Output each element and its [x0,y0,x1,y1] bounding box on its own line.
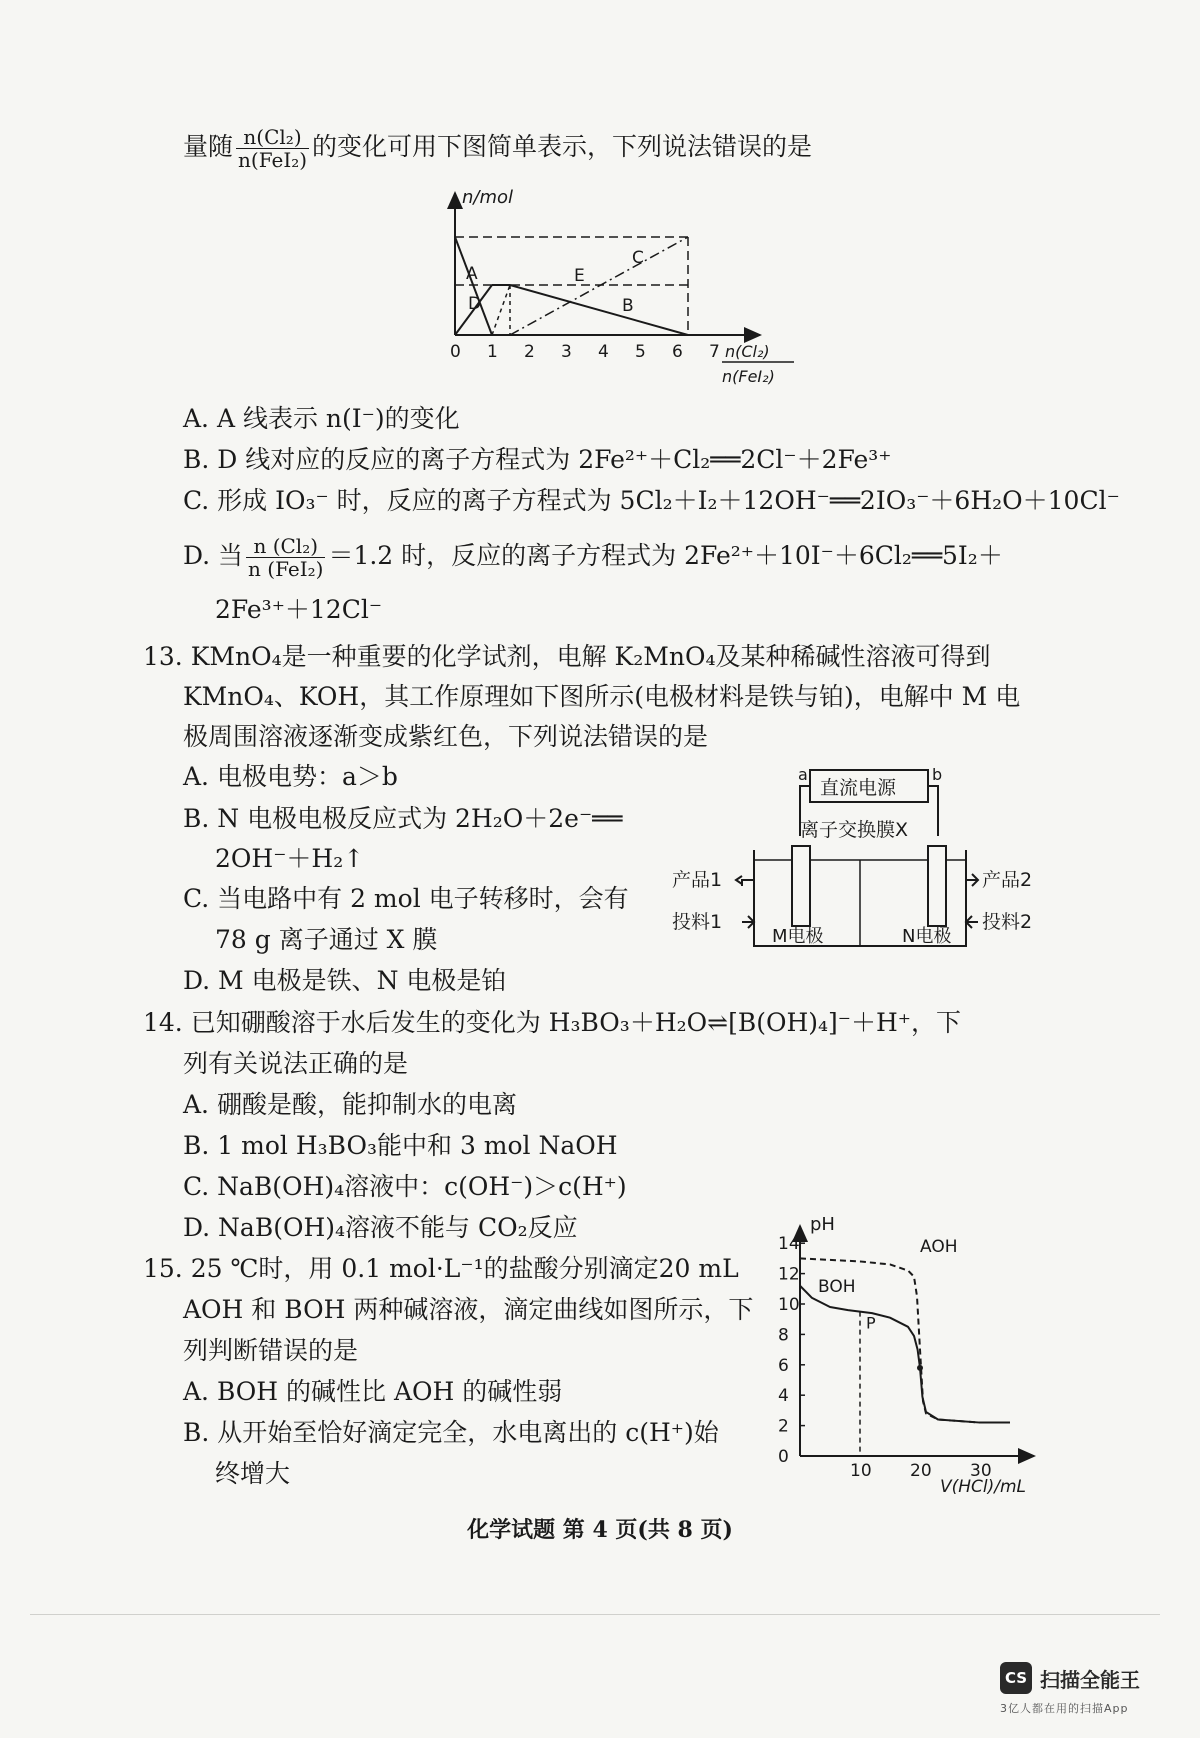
q15-stem-line-1: 15. 25 ℃时，用 0.1 mol·L⁻¹的盐酸分别滴定20 mL [143,1254,739,1283]
q12-xtick-3: 3 [561,342,572,362]
q15-xtick-10: 10 [850,1461,872,1481]
product1-label: 产品1 [672,869,723,891]
page-footer: 化学试题 第 4 页(共 8 页) [467,1517,733,1543]
q13-stem-line-3: 极周围溶液逐渐变成紫红色，下列说法错误的是 [183,722,709,751]
q15-option-b-2: 终增大 [215,1459,291,1488]
terminal-b-label: b [932,765,943,784]
q12-xtick-0: 0 [450,342,461,362]
q15-xtick-30: 30 [970,1461,992,1481]
q15-ytick-12: 12 [778,1264,800,1285]
feed1-label: 投料1 [672,911,723,933]
q13-option-d: D. M 电极是铁、N 电极是铂 [183,966,507,995]
q12-d-frac-den: n (FeI₂) [248,557,324,581]
q12-label-e: E [574,266,585,286]
electrode-n [928,846,946,926]
q12-option-b: B. D 线对应的反应的离子方程式为 2Fe²⁺＋Cl₂══2Cl⁻＋2Fe³⁺ [183,445,892,474]
scanner-watermark [1000,1662,1170,1718]
q12-option-d [183,535,1003,580]
q12-option-c: C. 形成 IO₃⁻ 时，反应的离子方程式为 5Cl₂＋I₂＋12OH⁻══2IO₃⁻＋6H₂O＋10Cl⁻ [183,486,1120,515]
q14-stem-line-1: 14. 已知硼酸溶于水后发生的变化为 H₃BO₃＋H₂O⇌[B(OH)₄]⁻＋H⁺，下 [143,1008,961,1037]
q12-line-c [510,237,688,335]
q12-xtick-7: 7 [709,342,720,362]
q14-stem-line-2: 列有关说法正确的是 [183,1049,409,1078]
q13-option-b-1: B. N 电极电极反应式为 2H₂O＋2e⁻══ [183,804,623,833]
port-product2 [966,874,978,886]
q12-xtick-6: 6 [672,342,683,362]
q15-ytick-6: 6 [778,1355,789,1376]
q12-option-a: A. A 线表示 n(I⁻)的变化 [183,404,460,433]
q15-titration-chart [770,1212,1060,1497]
q12-xtick-1: 1 [487,342,498,362]
q15-series-label-aoh: AOH [920,1236,958,1257]
feed2-label: 投料2 [982,911,1033,933]
q15-series-label-boh: BOH [818,1276,856,1297]
terminal-a-label: a [798,765,808,784]
product2-label: 产品2 [982,869,1033,891]
scan-divider [30,1614,1160,1615]
q15-y-label: pH [810,1214,835,1235]
q12-stem-fraction [236,126,309,171]
q13-electrolysis-diagram [670,762,1050,962]
q15-ytick-0: 0 [778,1447,789,1467]
q12-label-c: C [632,248,644,268]
q12-xtick-2: 2 [524,342,535,362]
q13-stem-line-1: 13. KMnO₄是一种重要的化学试剂，电解 K₂MnO₄及某种稀碱性溶液可得到 [143,642,991,671]
q13-option-c-2: 78 g 离子通过 X 膜 [215,925,438,954]
q12-line-chart [420,185,800,400]
electrode-n-label: N电极 [902,926,952,947]
q12-frac-den: n(FeI₂) [238,148,308,172]
q12-option-d-pre: D. 当 [183,541,244,570]
q15-ytick-10: 10 [778,1295,800,1315]
q15-equivalence-dot [917,1365,923,1371]
q12-label-d: D [468,294,482,314]
electrode-m-label: M电极 [772,926,824,947]
camscanner-tagline: 3亿人都在用的扫描App [1000,1702,1129,1715]
electrode-m [792,846,810,926]
q15-ytick-14: 14 [778,1234,800,1255]
port-feed2 [966,916,978,928]
q13-stem-line-2: KMnO₄、KOH，其工作原理如下图所示(电极材料是铁与铂)，电解中 M 电 [183,682,1021,711]
q15-ytick-2: 2 [778,1416,789,1437]
q12-y-label: n/mol [462,187,514,208]
q12-d-frac-num: n (Cl₂) [246,535,325,558]
q12-x-label-num: n(Cl₂) [725,342,770,361]
q12-x-ticks [450,342,720,362]
q13-option-a: A. 电极电势：a＞b [183,762,398,791]
port-feed1 [742,916,754,928]
q12-line-a [455,237,492,335]
camscanner-name: 扫描全能王 [1040,1668,1140,1692]
q14-option-d: D. NaB(OH)₄溶液不能与 CO₂反应 [183,1213,578,1242]
q13-option-c-1: C. 当电路中有 2 mol 电子转移时，会有 [183,884,629,913]
q12-line-e [492,285,510,335]
q12-option-d-post: ＝1.2 时，反应的离子方程式为 2Fe²⁺＋10I⁻＋6Cl₂══5I₂＋ [328,541,1003,570]
camscanner-logo-icon: CS [1000,1662,1032,1694]
q15-xtick-20: 20 [910,1461,932,1481]
q14-option-a: A. 硼酸是酸，能抑制水的电离 [183,1090,517,1119]
q15-curve-boh [800,1286,1010,1423]
q12-label-b: B [622,296,634,316]
q13-option-b-2: 2OH⁻＋H₂↑ [215,844,365,873]
q15-ytick-4: 4 [778,1386,789,1407]
q15-series [800,1237,1010,1456]
q15-option-b-1: B. 从开始至恰好滴定完全，水电离出的 c(H⁺)始 [183,1418,719,1447]
q15-x-ticks [850,1461,992,1481]
q12-x-label-den: n(FeI₂) [722,367,775,386]
q12-stem-post: 的变化可用下图简单表示，下列说法错误的是 [312,132,813,161]
q12-stem-pre: 量随 [183,132,234,161]
membrane-label: 离子交换膜X [800,819,909,841]
q15-point-p-label: P [866,1313,876,1333]
q15-ytick-8: 8 [778,1325,789,1346]
q15-option-a: A. BOH 的碱性比 AOH 的碱性弱 [183,1377,563,1406]
q12-option-d-fraction [246,535,325,580]
q12-option-d-cont: 2Fe³⁺＋12Cl⁻ [215,595,383,624]
q14-option-c: C. NaB(OH)₄溶液中：c(OH⁻)＞c(H⁺) [183,1172,627,1201]
q15-stem-line-2: AOH 和 BOH 两种碱溶液，滴定曲线如图所示，下 [183,1295,754,1324]
q12-stem [183,126,812,171]
power-supply-label: 直流电源 [820,777,897,799]
q12-line-b [492,285,688,335]
port-product1 [736,876,754,886]
q12-frac-num: n(Cl₂) [236,126,309,149]
wire-b [928,786,938,836]
q12-label-a: A [466,264,478,284]
q12-xtick-4: 4 [598,342,609,362]
q14-option-b: B. 1 mol H₃BO₃能中和 3 mol NaOH [183,1131,618,1160]
q15-stem-line-3: 列判断错误的是 [183,1336,359,1365]
q12-xtick-5: 5 [635,342,646,362]
q15-x-label: V(HCl)/mL [940,1477,1027,1497]
